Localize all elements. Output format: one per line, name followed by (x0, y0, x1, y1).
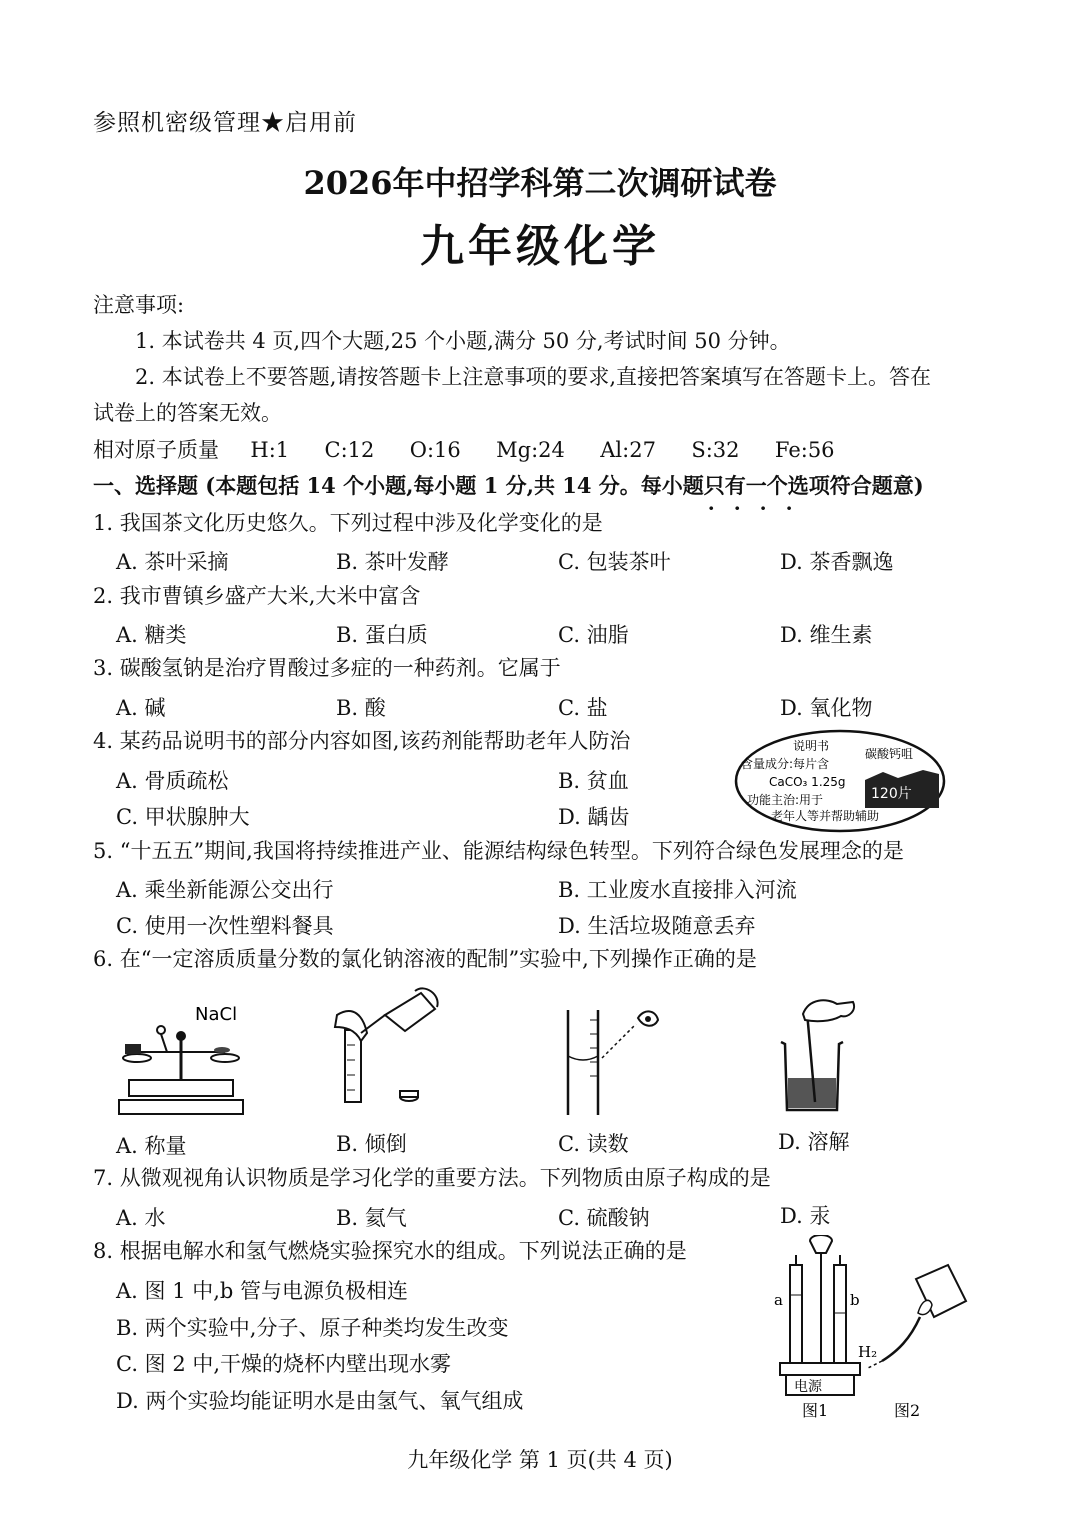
h2-label: H₂ (858, 1343, 878, 1361)
question-5-option-a[interactable]: A. 乘坐新能源公交出行 (116, 878, 334, 902)
question-1-option-b[interactable]: B. 茶叶发酵 (336, 550, 449, 574)
question-8-option-d[interactable]: D. 两个实验均能证明水是由氢气、氧气组成 (116, 1389, 524, 1413)
question-2-option-a[interactable]: A. 糖类 (116, 623, 187, 647)
question-1-option-a[interactable]: A. 茶叶采摘 (116, 550, 229, 574)
section-1-heading-post: 选项符合题意) (787, 473, 924, 498)
question-2-stem: 2. 我市曹镇乡盛产大米,大米中富含 (93, 584, 421, 608)
question-8-option-a[interactable]: A. 图 1 中,b 管与电源负极相连 (116, 1279, 409, 1303)
tube-b-label: b (850, 1291, 860, 1309)
question-1-option-c[interactable]: C. 包装茶叶 (558, 550, 671, 574)
exam-subject: 九年级化学 (420, 221, 660, 272)
question-5-option-b[interactable]: B. 工业废水直接排入河流 (558, 878, 797, 902)
question-6-option-c[interactable]: C. 读数 (558, 1132, 629, 1156)
medicine-label-count: 120片 (871, 786, 912, 802)
question-2-option-b[interactable]: B. 蛋白质 (336, 623, 428, 647)
question-6-option-b[interactable]: B. 倾倒 (336, 1132, 407, 1156)
question-8-option-c[interactable]: C. 图 2 中,干燥的烧杯内壁出现水雾 (116, 1352, 452, 1376)
dissolving-beaker-icon (775, 992, 875, 1117)
tube-a-label: a (774, 1291, 783, 1309)
notice-item-1: 1. 本试卷共 4 页,四个大题,25 个小题,满分 50 分,考试时间 50 分钟。 (135, 329, 791, 353)
atomic-mass-s: S:32 (691, 438, 740, 462)
question-4-option-c[interactable]: C. 甲状腺肿大 (116, 805, 250, 829)
q6-figure-pouring (325, 985, 445, 1115)
medicine-label-title: 说明书 (793, 739, 830, 753)
question-4-option-a[interactable]: A. 骨质疏松 (116, 769, 229, 793)
question-1-option-d[interactable]: D. 茶香飘逸 (780, 550, 894, 574)
atomic-mass-fe: Fe:56 (774, 438, 835, 462)
q8-figure (770, 1235, 970, 1420)
question-2-option-d[interactable]: D. 维生素 (780, 623, 873, 647)
atomic-mass-h: H:1 (250, 438, 290, 462)
notice-heading: 注意事项: (93, 293, 185, 317)
page-footer: 九年级化学 第 1 页(共 4 页) (407, 1448, 673, 1472)
question-7-option-d[interactable]: D. 汞 (780, 1204, 831, 1228)
question-7-stem: 7. 从微观视角认识物质是学习化学的重要方法。下列物质由原子构成的是 (93, 1166, 771, 1190)
power-label: 电源 (794, 1379, 822, 1395)
question-5-option-c[interactable]: C. 使用一次性塑料餐具 (116, 914, 334, 938)
section-1-heading (93, 473, 924, 499)
question-6-option-d[interactable]: D. 溶解 (778, 1130, 850, 1154)
medicine-label-brand: 碳酸钙咀 (865, 747, 914, 761)
question-7-option-c[interactable]: C. 硫酸钠 (558, 1206, 650, 1230)
medicine-label-figure (733, 728, 947, 834)
question-2-option-c[interactable]: C. 油脂 (558, 623, 629, 647)
pouring-cylinder-icon (325, 985, 445, 1115)
notice-item-2-line1: 2. 本试卷上不要答题,请按答题卡上注意事项的要求,直接把答案填写在答题卡上。答在 (135, 365, 932, 389)
section-1-heading-pre: 一、选择题 (本题包括 14 个小题,每小题 1 分,共 14 分。每小题 (93, 473, 704, 498)
secret-level: 参照机密级管理★启用前 (93, 110, 357, 136)
question-6-stem: 6. 在“一定溶质质量分数的氯化钠溶液的配制”实验中,下列操作正确的是 (93, 947, 757, 971)
medicine-label-function2: 老年人等并帮助辅助 (771, 809, 880, 823)
q6-figure-weighing (115, 1000, 255, 1120)
question-8-option-b[interactable]: B. 两个实验中,分子、原子种类均发生改变 (116, 1316, 509, 1340)
medicine-label-amount: CaCO₃ 1.25g (769, 775, 846, 789)
medicine-label-ingredient: 含量成分:每片含 (741, 757, 830, 771)
question-4-option-b[interactable]: B. 贫血 (558, 769, 629, 793)
question-3-stem: 3. 碳酸氢钠是治疗胃酸过多症的一种药剂。它属于 (93, 656, 561, 680)
atomic-mass-label: 相对原子质量 (93, 438, 219, 462)
question-7-option-b[interactable]: B. 氦气 (336, 1206, 407, 1230)
question-3-option-c[interactable]: C. 盐 (558, 696, 608, 720)
question-3-option-d[interactable]: D. 氧化物 (780, 696, 873, 720)
atomic-mass-row (93, 437, 835, 463)
question-3-option-b[interactable]: B. 酸 (336, 696, 386, 720)
q6-figure-dissolving (775, 992, 875, 1117)
question-3-option-a[interactable]: A. 碱 (116, 696, 166, 720)
atomic-mass-mg: Mg:24 (496, 438, 565, 462)
medicine-label-svg (733, 728, 947, 834)
q6-figure-reading (560, 1000, 670, 1120)
nacl-label: NaCl (195, 1004, 238, 1025)
question-8-stem: 8. 根据电解水和氢气燃烧实验探究水的组成。下列说法正确的是 (93, 1239, 687, 1263)
atomic-mass-o: O:16 (409, 438, 461, 462)
question-4-option-d[interactable]: D. 龋齿 (558, 805, 630, 829)
question-4-stem: 4. 某药品说明书的部分内容如图,该药剂能帮助老年人防治 (93, 729, 631, 753)
medicine-label-function1: 功能主治:用于 (747, 793, 824, 807)
section-1-heading-emph: 只有一个 · · · · (704, 473, 788, 499)
atomic-mass-al: Al:27 (600, 438, 656, 462)
question-5-stem: 5. “十五五”期间,我国将持续推进产业、能源结构绿色转型。下列符合绿色发展理念的是 (93, 839, 904, 863)
fig2-label: 图2 (894, 1401, 921, 1420)
balance-scale-icon (115, 1000, 255, 1120)
atomic-mass-c: C:12 (324, 438, 375, 462)
question-7-option-a[interactable]: A. 水 (116, 1206, 166, 1230)
question-6-option-a[interactable]: A. 称量 (116, 1134, 187, 1158)
question-1-stem: 1. 我国茶文化历史悠久。下列过程中涉及化学变化的是 (93, 511, 603, 535)
electrolysis-apparatus-icon (770, 1235, 970, 1420)
question-5-option-d[interactable]: D. 生活垃圾随意丢弃 (558, 914, 756, 938)
fig1-label: 图1 (802, 1401, 829, 1420)
reading-cylinder-icon (560, 1000, 670, 1120)
exam-title: 2026年中招学科第二次调研试卷 (303, 164, 777, 202)
notice-item-2-line2: 试卷上的答案无效。 (93, 401, 282, 425)
